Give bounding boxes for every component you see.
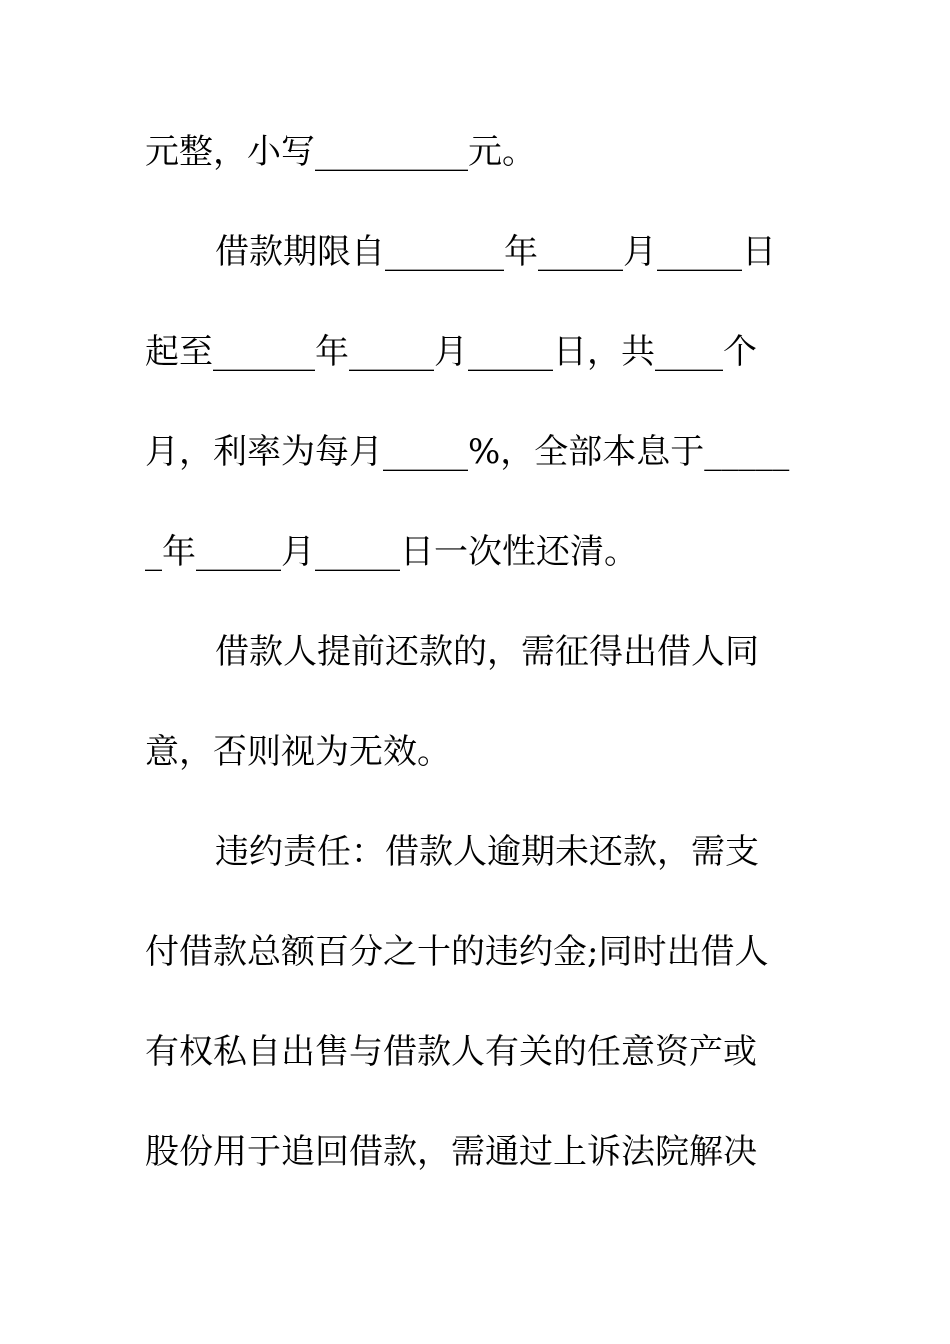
text-line: 意，否则视为无效。 (145, 732, 451, 772)
text-line: 付借款总额百分之十的违约金;同时出借人 (145, 932, 769, 972)
text-line: 借款期限自_______年_____月_____日 (215, 232, 776, 272)
text-line: 元整，小写_________元。 (145, 132, 536, 172)
text-line: _年_____月_____日一次性还清。 (145, 532, 638, 572)
text-line: 月，利率为每月_____%，全部本息于_____ (145, 432, 790, 472)
text-line: 有权私自出售与借款人有关的任意资产或 (145, 1032, 757, 1072)
text-line: 股份用于追回借款，需通过上诉法院解决 (145, 1132, 757, 1172)
text-line: 违约责任：借款人逾期未还款，需支 (215, 832, 759, 872)
text-line: 起至______年_____月_____日，共____个 (145, 332, 757, 372)
text-line: 借款人提前还款的，需征得出借人同 (215, 632, 759, 672)
